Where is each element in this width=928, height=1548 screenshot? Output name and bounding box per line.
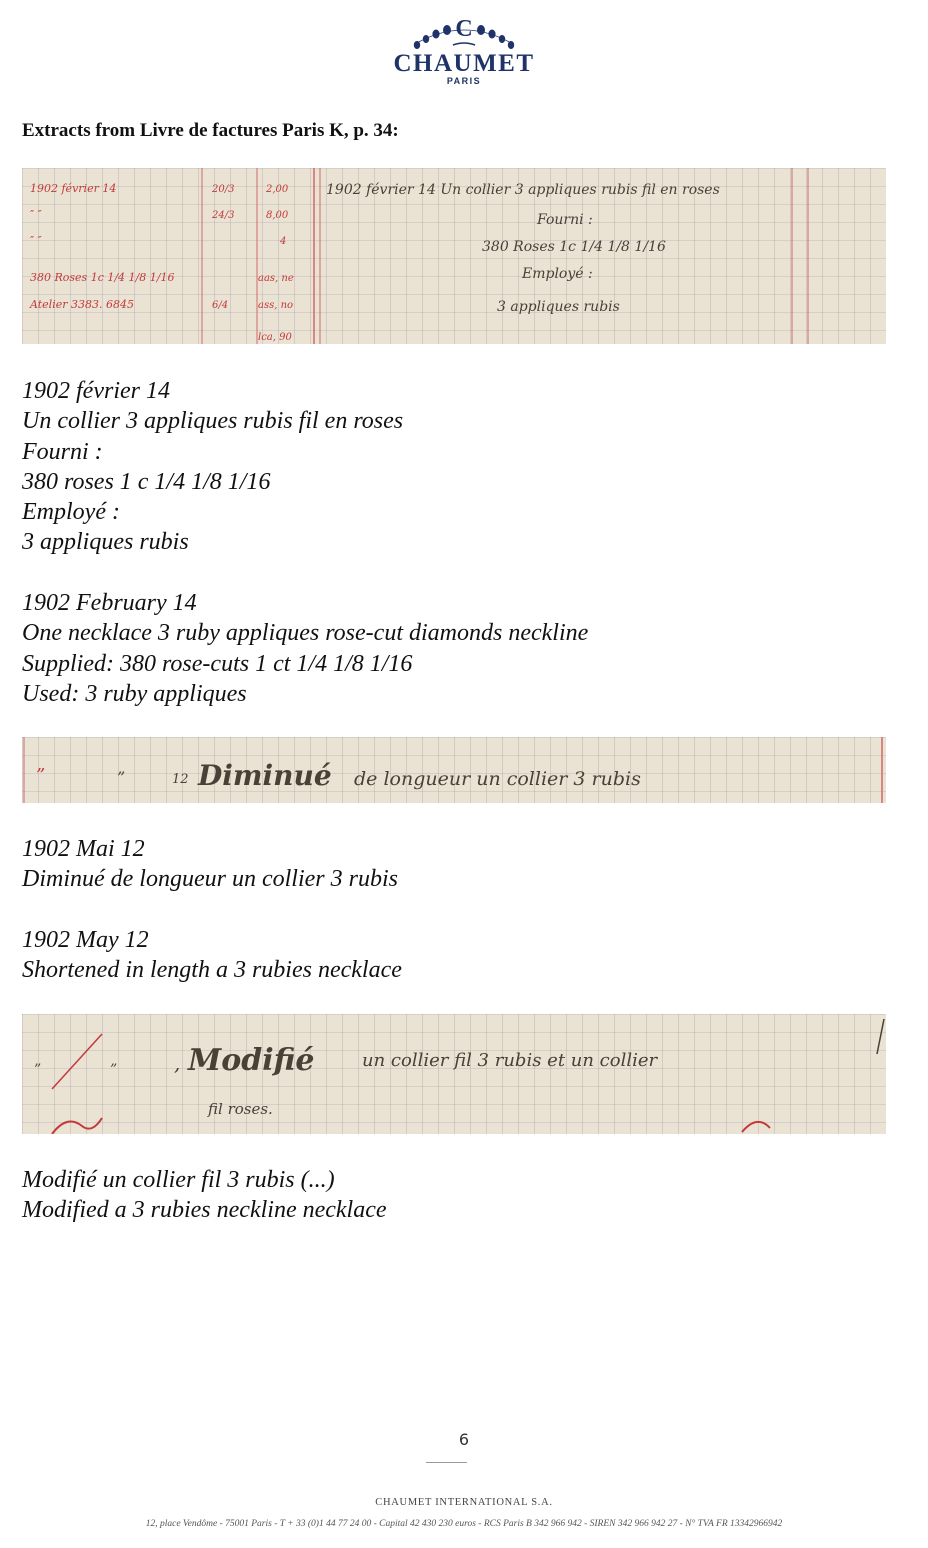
text-line: One necklace 3 ruby appliques rose-cut diamonds neckline (22, 620, 589, 647)
text-line: Un collier 3 appliques rubis fil en roses (22, 408, 404, 435)
text-line: 1902 février 14 (22, 378, 170, 404)
company-address: 12, place Vendôme - 75001 Paris - T + 33 (0)1 44 77 24 00 - Capital 42 430 230 euros - RCS Paris B 342 966 942 - SIREN 342 966 942 27 - N° TVA FR 13342966942 (145, 1519, 783, 1529)
ledger-mark: , (174, 1051, 181, 1075)
ledger-mark: ” (117, 768, 126, 787)
logo-letter: C (455, 16, 473, 42)
transcription-3 (22, 1165, 387, 1226)
ledger-line: 1902 février 14 Un collier 3 appliques rubis fil en roses (326, 182, 720, 198)
ledger-line: 3 appliques rubis (497, 299, 620, 315)
ledger-amount: aas, ne (258, 273, 294, 284)
text-line: 3 appliques rubis (22, 529, 189, 556)
text-line: Supplied: 380 rose-cuts 1 ct 1/4 1/8 1/16 (22, 650, 413, 677)
ledger-big-word: Diminué (198, 759, 332, 792)
translation-en-2 (22, 925, 402, 986)
chaumet-logo (0, 14, 928, 87)
company-name: CHAUMET INTERNATIONAL S.A. (375, 1497, 553, 1508)
logo-city: PARIS (446, 76, 482, 86)
text-line: Diminué de longueur un collier 3 rubis (22, 866, 398, 893)
ledger-mark: ” (110, 1062, 118, 1078)
ledger-amount: 8,00 (266, 210, 289, 221)
ledger-amount: 2,00 (266, 184, 289, 195)
ledger-left-row: 1902 février 14 (30, 182, 117, 195)
ledger-left-row: 380 Roses 1c 1/4 1/8 1/16 (30, 271, 175, 284)
ledger-mark: ” (34, 1062, 42, 1078)
text-line: 1902 May 12 (22, 927, 149, 953)
ledger-amount: 24/3 (212, 210, 235, 221)
transcription-fr-2 (22, 834, 398, 895)
page-number-rule (426, 1462, 467, 1463)
logo-wordmark: CHAUMET (393, 50, 535, 77)
ledger-amount: ass, no (258, 300, 294, 311)
page-number: 6 (458, 1430, 470, 1449)
text-line: 380 roses 1 c 1/4 1/8 1/16 (22, 468, 271, 495)
ledger-scan-2 (22, 737, 886, 803)
ledger-line: Fourni : (537, 212, 593, 228)
ledger-amount: 6/4 (212, 300, 229, 311)
transcription-fr-1 (22, 376, 403, 558)
svg-text:″ ″: ″ ″ (30, 208, 42, 221)
ledger-line: un collier fil 3 rubis et un collier (362, 1050, 658, 1071)
text-line: 1902 February 14 (22, 590, 197, 616)
ledger-amount: 20/3 (212, 184, 235, 195)
ledger-scan-1 (22, 168, 886, 344)
ledger-line: de longueur un collier 3 rubis (354, 768, 641, 790)
ledger-big-word: Modifié (188, 1043, 315, 1078)
text-line: Modifié un collier fil 3 rubis (...) (22, 1167, 335, 1193)
ledger-line: 380 Roses 1c 1/4 1/8 1/16 (482, 239, 666, 255)
text-line: Shortened in length a 3 rubies necklace (22, 957, 402, 984)
ledger-mark: 12 (172, 772, 189, 787)
text-line: Used: 3 ruby appliques (22, 680, 247, 707)
ledger-line: Employé : (522, 266, 593, 282)
ledger-line: fil roses. (208, 1100, 273, 1118)
ledger-amount: 4 (280, 236, 287, 247)
text-line: Employé : (22, 499, 120, 526)
ledger-mark: ” (36, 765, 46, 786)
ledger-left-row: Atelier 3383. 6845 (30, 298, 134, 311)
ledger-scan-3 (22, 1014, 886, 1134)
ledger-amount: lca, 90 (258, 332, 292, 343)
tiara-icon (409, 14, 519, 54)
text-line: Fourni : (22, 438, 103, 465)
text-line: 1902 Mai 12 (22, 836, 145, 862)
page-heading: Extracts from Livre de factures Paris K, p. 34: (22, 120, 399, 141)
translation-en-1 (22, 588, 588, 709)
svg-text:″ ″: ″ ″ (30, 234, 42, 247)
text-line: Modified a 3 rubies neckline necklace (22, 1197, 387, 1224)
